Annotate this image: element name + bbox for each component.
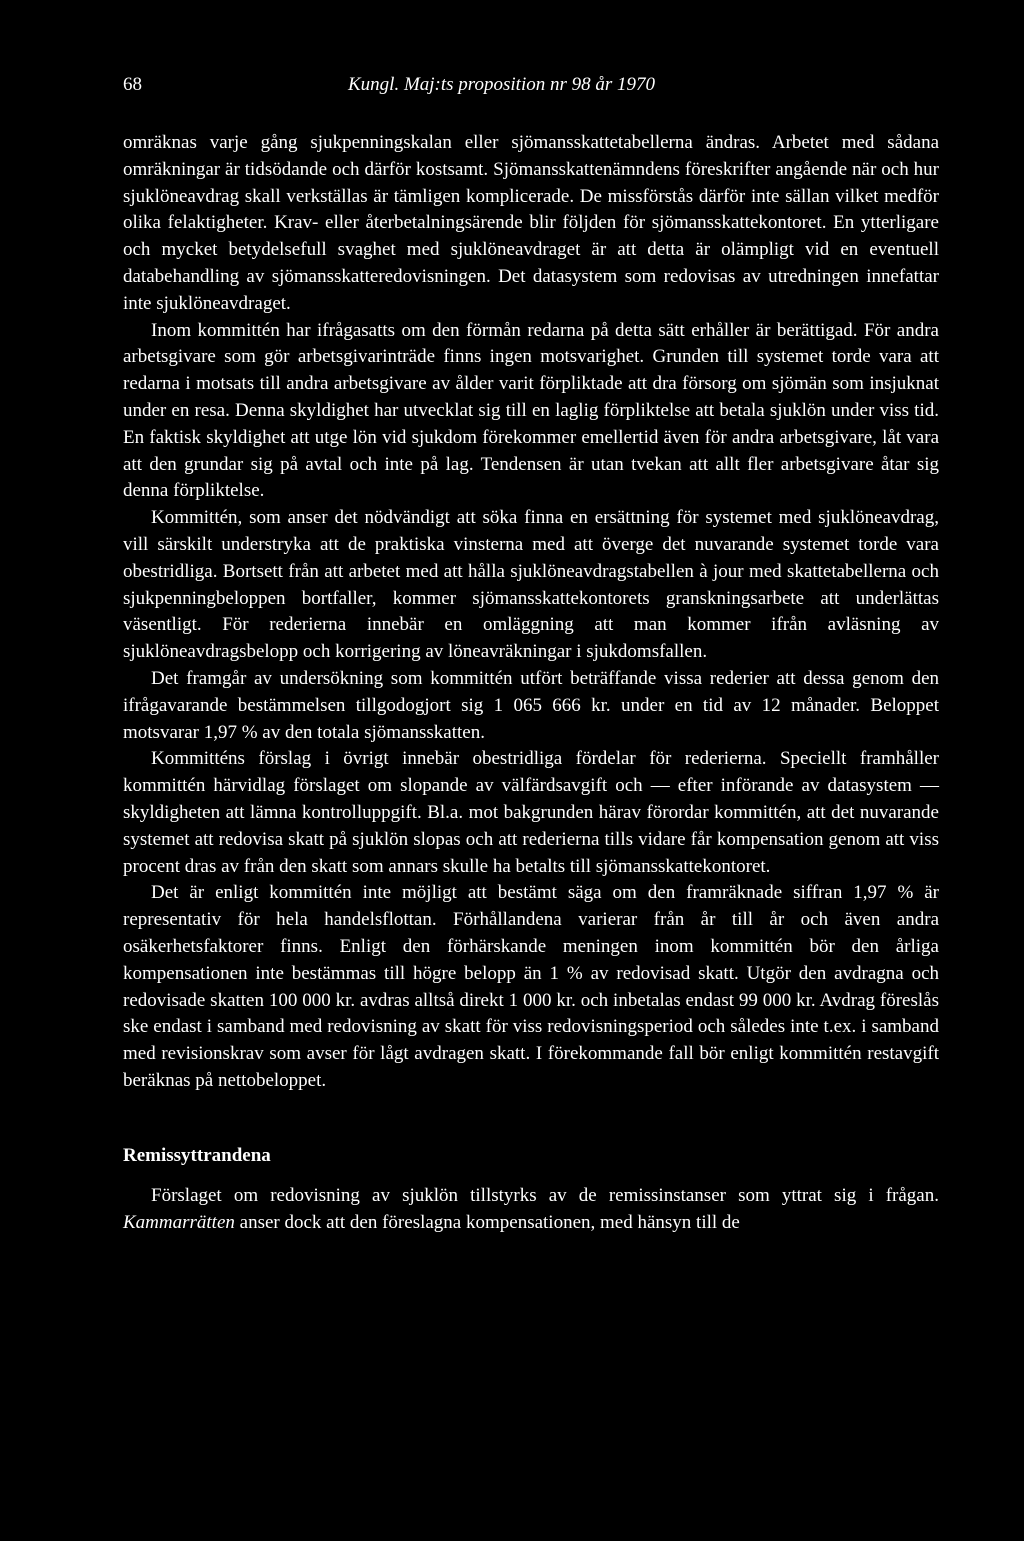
section-text-start: Förslaget om redovisning av sjuklön tillstyrks av de remissinstanser som yttrat sig i frågan. [151, 1185, 939, 1207]
section-heading: Remissyttrandena [123, 1144, 271, 1166]
page-number: 68 [123, 74, 142, 95]
section-paragraph [123, 1183, 939, 1237]
section-text-end: anser dock att den föreslagna kompensationen, med hänsyn till de [234, 1212, 740, 1234]
paragraph: Det är enligt kommittén inte möjligt att bestämt säga om den framräknade siffran 1,97 % är representativ för hela handelsflottan. Förhållandena varierar från år till år och även andra osäkerhetsfaktorer finns. Enligt den förhärskande meningen inom kommittén bör den årliga kompensationen inte bestämmas till högre belopp än 1 % av redovisad skatt. Utgör den avdragna och redovisade skatten 100 000 kr. avdras alltså direkt 1 000 kr. och inbetalas endast 99 000 kr. Avdrag föreslås ske endast i samband med redovisning av skatt för viss redovisningsperiod och således inte t.ex. i samband med revisionskrav som avser för lågt avdragen skatt. I förekommande fall bör enligt kommittén restavgift beräknas på nettobeloppet. [123, 882, 939, 1091]
paragraph: Kommitténs förslag i övrigt innebär obestridliga fördelar för rederierna. Speciellt framhåller kommittén härvidlag förslaget om slopande av välfärdsavgift och — efter införande av datasystem — skyldigheten att lämna kontrolluppgift. Bl.a. mot bakgrunden härav förordar kommittén, att det nuvarande systemet att redovisa skatt på sjuklön slopas och att rederierna tills vidare får kompensation genom att viss procent dras av från den skatt som annars skulle ha betalts till sjömansskattekontoret. [123, 748, 939, 877]
page-header [123, 74, 943, 104]
running-head: Kungl. Maj:ts proposition nr 98 år 1970 [348, 74, 656, 95]
body-text [123, 130, 939, 1237]
paragraph: Inom kommittén har ifrågasatts om den förmån redarna på detta sätt erhåller är berättigad. För andra arbetsgivare som gör arbetsgivarinträde finns ingen motsvarighet. Grunden till systemet torde vara att redarna i motsats till andra arbetsgivare av ålder varit förpliktade att dra försorg om sjömän som insjuknat under en resa. Denna skyldighet har utvecklat sig till en laglig förpliktelse att betala sjuklön under viss tid. En faktisk skyldighet att utge lön vid sjukdom förekommer emellertid även för andra arbetsgivare, låt vara att den grundar sig på avtal och inte på lag. Tendensen är utan tvekan att allt fler arbetsgivare åtar sig denna förpliktelse. [123, 319, 939, 502]
section-italic-term: Kammarrätten [123, 1212, 235, 1234]
paragraph: Kommittén, som anser det nödvändigt att söka finna en ersättning för systemet med sjuklöneavdrag, vill särskilt understryka att de praktiska vinsterna med att överge det nuvarande systemet torde vara obestridliga. Bortsett från att arbetet med att hålla sjuklöneavdragstabellen à jour med skattetabellerna och sjukpenningbeloppen bortfaller, kommer sjömansskattekontorets granskningsarbete att underlättas väsentligt. För rederierna innebär en omläggning att man kommer ifrån avläsning av sjuklöneavdragsbelopp och korrigering av löneavräkningar i sjukdomsfallen. [123, 507, 939, 663]
paragraph: omräknas varje gång sjukpenningskalan eller sjömansskattetabellerna ändras. Arbetet med sådana omräkningar är tidsödande och därför kostsamt. Sjömansskattenämndens föreskrifter angående när och hur sjuklöneavdrag skall verkställas är tämligen komplicerade. De missförstås därför inte sällan vilket medför olika felaktigheter. Krav- eller återbetalningsärende blir följden för sjömansskattekontoret. En ytterligare och mycket betydelsefull svaghet med sjuklöneavdraget är att detta är olämpligt vid en eventuell databehandling av sjömansskatteredovisningen. Det datasystem som redovisas av utredningen innefattar inte sjuklöneavdraget. [123, 132, 939, 314]
paragraph: Det framgår av undersökning som kommittén utfört beträffande vissa rederier att dessa genom den ifrågavarande bestämmelsen tillgodogjort sig 1 065 666 kr. under en tid av 12 månader. Beloppet motsvarar 1,97 % av den totala sjömansskatten. [123, 667, 939, 743]
